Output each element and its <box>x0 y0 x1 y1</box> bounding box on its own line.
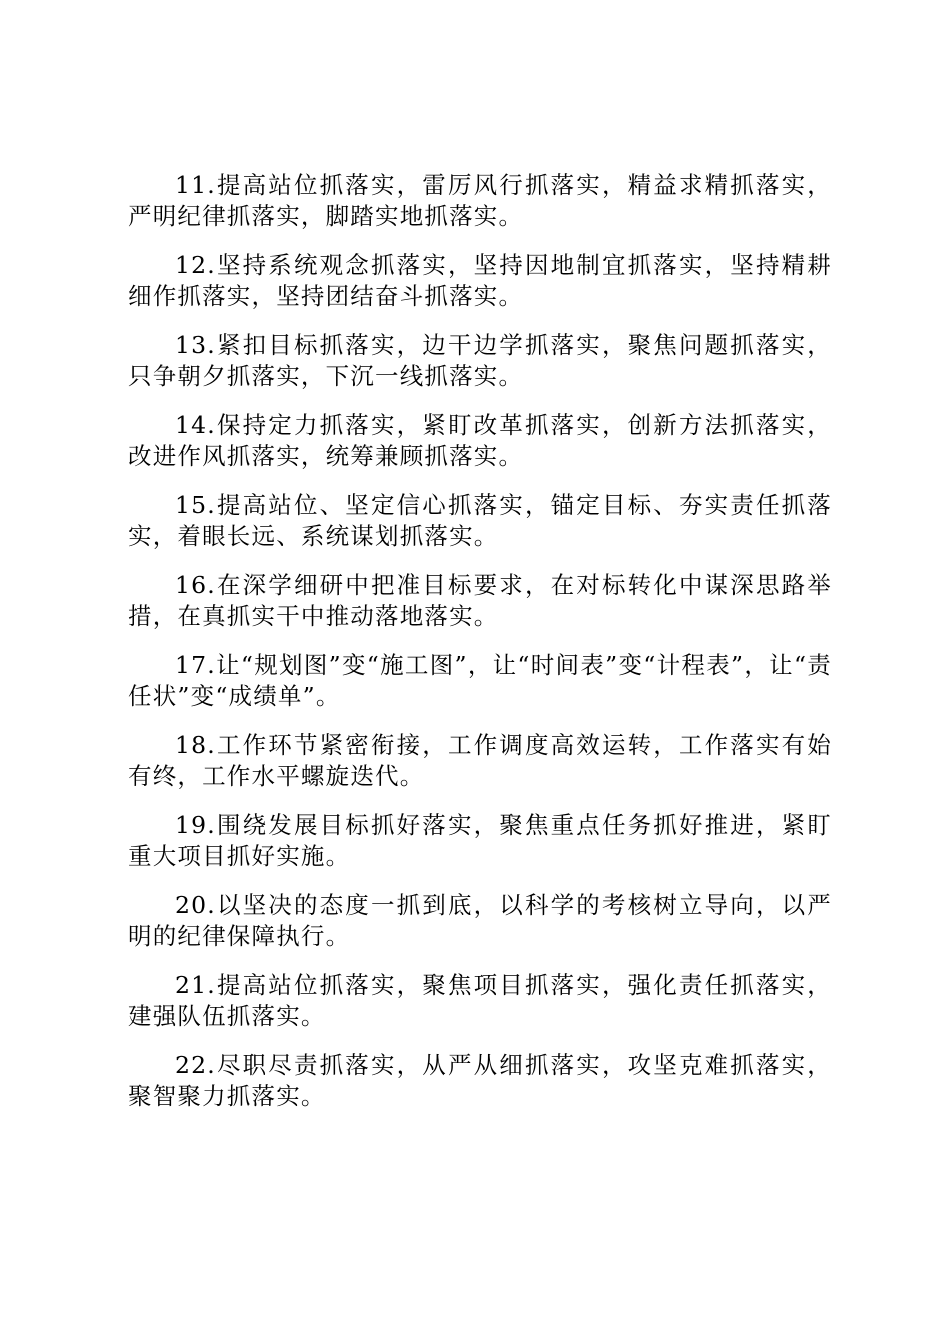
paragraph-20: 20.以坚决的态度一抓到底，以科学的考核树立导向，以严明的纪律保障执行。 <box>128 891 832 950</box>
paragraph-18: 18.工作环节紧密衔接，工作调度高效运转，工作落实有始有终，工作水平螺旋迭代。 <box>128 731 832 790</box>
paragraph-16: 16.在深学细研中把准目标要求，在对标转化中谋深思路举措，在真抓实干中推动落地落实。 <box>128 571 832 630</box>
paragraph-22: 22.尽职尽责抓落实，从严从细抓落实，攻坚克难抓落实，聚智聚力抓落实。 <box>128 1051 832 1110</box>
paragraph-15: 15.提高站位、坚定信心抓落实，锚定目标、夯实责任抓落实，着眼长远、系统谋划抓落实。 <box>128 491 832 550</box>
paragraph-14: 14.保持定力抓落实，紧盯改革抓落实，创新方法抓落实，改进作风抓落实，统筹兼顾抓落实。 <box>128 411 832 470</box>
document-page <box>128 170 832 1130</box>
paragraph-19: 19.围绕发展目标抓好落实，聚焦重点任务抓好推进，紧盯重大项目抓好实施。 <box>128 811 832 870</box>
paragraph-17: 17.让“规划图”变“施工图”，让“时间表”变“计程表”，让“责任状”变“成绩单”。 <box>128 651 832 710</box>
paragraph-12: 12.坚持系统观念抓落实，坚持因地制宜抓落实，坚持精耕细作抓落实，坚持团结奋斗抓落实。 <box>128 251 832 310</box>
paragraph-13: 13.紧扣目标抓落实，边干边学抓落实，聚焦问题抓落实，只争朝夕抓落实，下沉一线抓落实。 <box>128 331 832 390</box>
paragraph-21: 21.提高站位抓落实，聚焦项目抓落实，强化责任抓落实，建强队伍抓落实。 <box>128 971 832 1030</box>
paragraph-11: 11.提高站位抓落实，雷厉风行抓落实，精益求精抓落实，严明纪律抓落实，脚踏实地抓落实。 <box>128 171 832 230</box>
